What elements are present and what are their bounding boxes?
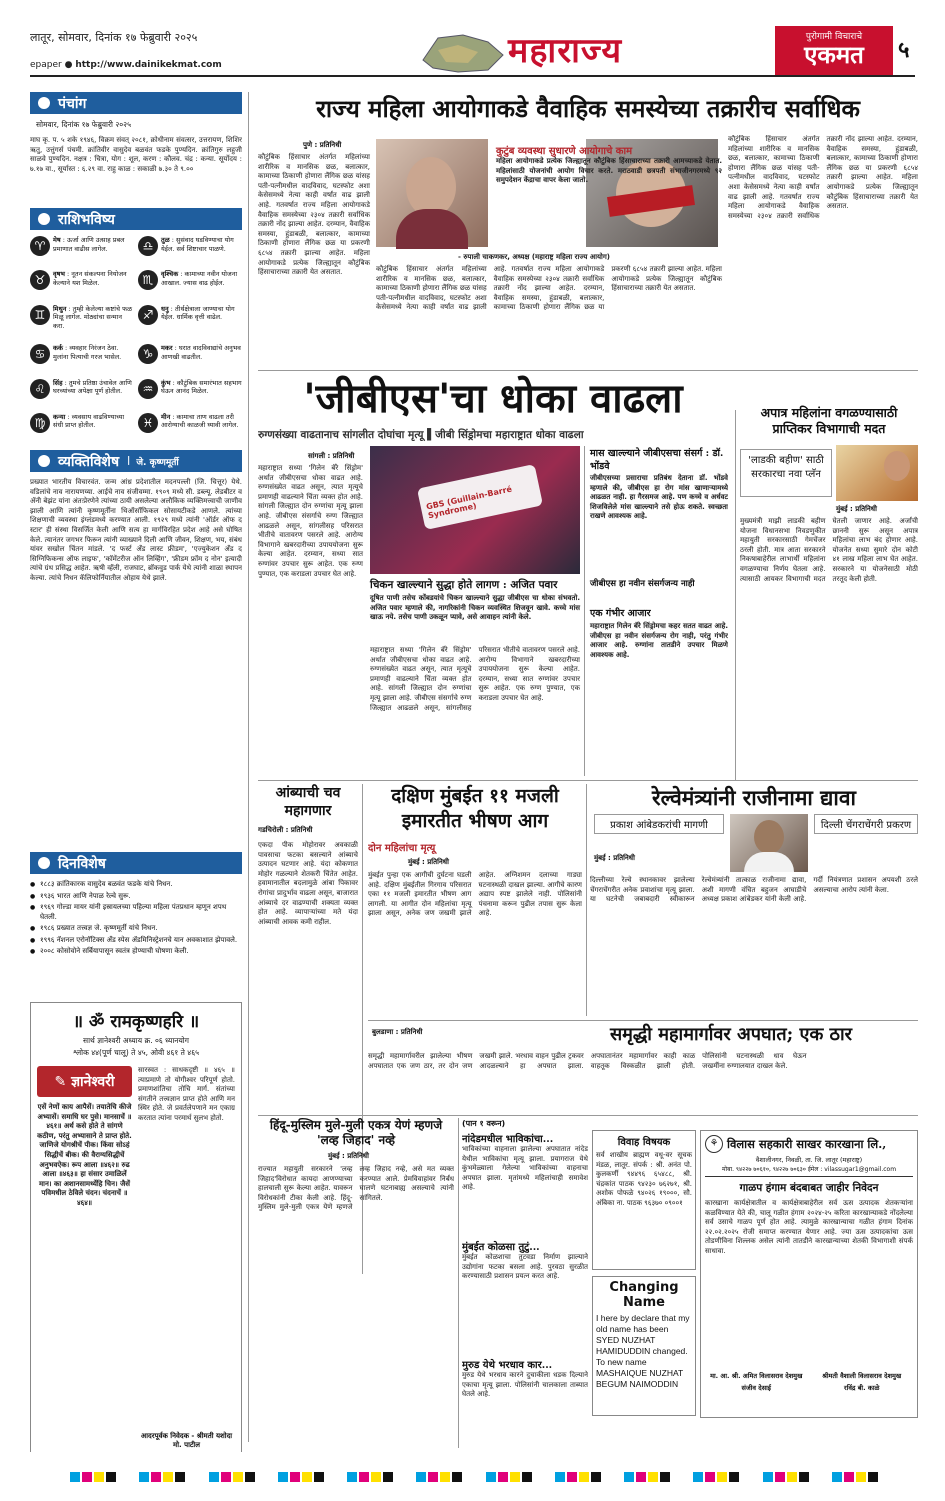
apatra-story bbox=[740, 405, 918, 777]
epaper-label: epaper bbox=[30, 60, 62, 70]
dnyaneshwari-logo bbox=[37, 1066, 132, 1097]
apatra-byline: मुंबई : प्रतिनिधी bbox=[836, 505, 877, 513]
samruddhi-byline: बुलडाणा : प्रतिनिधी bbox=[372, 1028, 423, 1036]
top-story-quote: महिला आयोगाकडे प्रत्येक जिल्ह्यातून कौटुंबिक हिंसाचाराच्या तक्रारी आमच्याकडे येतात. महिलांसाठी योजनांची आयोग विचार करते. मराठवाडी छत्रपती संभाजीनगरमध्ये ९२ समुपदेशन केंद्राचा वापर केला जातो. bbox=[496, 157, 722, 185]
globe-icon: ● bbox=[64, 60, 73, 70]
sugar-sign-2: श्रीमती वैशाली विलासराव देशमुख bbox=[822, 1372, 902, 1380]
panchang-title: पंचांग bbox=[58, 95, 87, 112]
fire-story bbox=[368, 784, 582, 1016]
panchang-heading bbox=[30, 92, 242, 114]
nanded-story bbox=[462, 1118, 588, 1448]
zodiac-icon: ♐ bbox=[138, 305, 158, 325]
zodiac-icon: ♒ bbox=[138, 379, 158, 399]
sugar-logo-icon: ⚘ bbox=[705, 1135, 723, 1153]
rashi-text: धनु : तीर्थक्षेत्राला जाण्याचा योग येईल. धार्मिक वृत्ती वाढेल. bbox=[161, 304, 235, 321]
bullet-icon: ● bbox=[30, 936, 36, 944]
zodiac-icon: ♋ bbox=[30, 344, 50, 364]
zodiac-icon: ♑ bbox=[138, 344, 158, 364]
vyaktivishesh-subject: जे. कृष्णमूर्ती bbox=[136, 457, 179, 468]
rashi-heading bbox=[30, 208, 242, 230]
murud-headline: मुरुड येथे भरधाव कार... bbox=[462, 1360, 553, 1371]
matrimony-title: विवाह विषयक bbox=[617, 1137, 671, 1148]
gbs-image-label: GBS (Guillain-Barré Syndrome) bbox=[425, 484, 513, 521]
color-strip bbox=[70, 1472, 880, 1482]
fire-byline: मुंबई : प्रतिनिधी bbox=[408, 858, 449, 866]
ladki-bahin-photo bbox=[836, 445, 918, 501]
zodiac-icon: ♏ bbox=[138, 270, 158, 290]
dinvishesh-item: ● १९६९ गोल्डा मायर यांनी इस्रायलच्या पहिल्या महिला पंतप्रधान म्हणून शपथ घेतली. bbox=[30, 903, 227, 921]
rashi-text: वृषभ : नूतन संकल्पना नियोजन केल्याने यश मिळेल. bbox=[53, 270, 127, 287]
rashi-text: मिथुन : तुम्ही केलेल्या कष्टांचे फळ मिळू लागेल. मोठ्यांचा सन्मान करा. bbox=[53, 304, 133, 330]
rashi-item bbox=[138, 270, 242, 301]
railway-byline: मुंबई : प्रतिनिधी bbox=[594, 854, 635, 862]
top-story-body-bottom: कौटुंबिक हिंसाचार अंतर्गत महिलांच्या शारीरिक व मानसिक छळ, बलात्कार, कामाच्या ठिकाणी होणारा लैंगिक छळ यांसह पती-पत्नीमधील वादविवाद, घटस्फोट अशा केसेसमध्ये नेत्या काही वर्षांत वाढ झाली आहे. गतवर्षात राज्य महिला आयोगाकडे वैवाहिक समस्येच्या २३०४ तक्रारी सर्वाधिक तक्रारी नोंद झाल्या आहेत. दरम्यान, वैवाहिक समस्या, हुंडाबळी, बलात्कार, कामाच्या ठिकाणी होणारा लैंगिक छळ या प्रकरणी ६८५४ तक्रारी झाल्या आहेत. महिला आयोगाकडे प्रत्येक जिल्ह्यातून कौटुंबिक हिंसाचाराच्या तक्रारी येत असतात. bbox=[376, 265, 722, 312]
rashi-item bbox=[30, 270, 134, 301]
sugar-contact: मोबा. ९४२२७ ७०६१०, ९४२२७ ७०६३० ईमेल : vilassugar1@gmail.com bbox=[721, 1166, 897, 1173]
registration-mark bbox=[70, 1472, 118, 1482]
rashi-item bbox=[138, 236, 242, 267]
mango-byline: गडचिरोली : प्रतिनिधी bbox=[258, 826, 313, 834]
samruddhi-body: समृद्धी महामार्गावरील झालेल्या भीषण अपघातात एक जण ठार, तर दोन जण जखमी झाले. भरधाव वाहन पुढील ट्रकवर आदळल्याने हा अपघात झाला. अपघातानंतर महामार्गावर काही काळ वाहतूक विस्कळीत झाली होती. पोलिसांनी घटनास्थळी धाव घेऊन जखमींना रुग्णालयात दाखल केले. bbox=[368, 1052, 807, 1070]
feather-icon: ✎ bbox=[54, 1074, 67, 1090]
railway-body: दिल्लीच्या रेल्वे स्थानकावर झालेल्या चेंगराचेंगरीत अनेक प्रवाशांचा मृत्यू झाला. या घटनेची जबाबदारी स्वीकारून रेल्वेमंत्र्यांनी तात्काळ राजीनामा द्यावा, अशी मागणी वंचित बहुजन आघाडीचे अध्यक्ष प्रकाश आंबेडकर यांनी केली आहे. गर्दी नियंत्रणात प्रशासन अपयशी ठरले असल्याचा आरोप त्यांनी केला. bbox=[590, 876, 918, 904]
ramkrishna-subtitle: सार्थ ज्ञानेश्वरी अध्याय क्र. ०६ ध्यानयोग bbox=[83, 1036, 189, 1045]
vyaktivishesh-title: व्यक्तिविशेष bbox=[58, 453, 120, 470]
railway-tag: प्रकाश आंबेडकरांची मागणी bbox=[594, 814, 724, 834]
lovejihad-byline: मुंबई : प्रतिनिधी bbox=[328, 1152, 369, 1160]
fire-headline: दक्षिण मुंबईत ११ मजली इमारतीत भीषण आग bbox=[391, 785, 559, 832]
gbs-body-left: महाराष्ट्रात सध्या 'गिलेन बॅरे सिंड्रोम' अर्थात जीबीएसचा धोका वाढत आहे. रुग्णसंख्येत वाढत असून, त्यात मृत्यूचे प्रमाणही वाढल्याने चिंता व्यक्त होत आहे. सांगली जिल्ह्यात दोन रुग्णांचा मृत्यू झाला आहे. जीबीएस संसर्गाचे रुग्ण जिल्ह्यात आढळले असून, सांगलीसह परिसरात भीतीचे वातावरण पसरले आहे. आरोग्य विभागाने खबरदारीच्या उपाययोजना सुरू केल्या आहेत. दरम्यान, सध्या सात रुग्णांवर उपचार सुरू आहेत. एक रुग्ण पुण्यात, एक कराडला उपचार घेत आहे. bbox=[258, 464, 363, 578]
zodiac-icon: ♈ bbox=[30, 236, 50, 256]
dinvishesh-list bbox=[30, 880, 242, 992]
registration-mark bbox=[832, 1472, 880, 1482]
rashi-item bbox=[30, 305, 134, 342]
zodiac-icon: ♍ bbox=[30, 413, 50, 433]
rashi-text: मकर : घरात वादविवाद्यांचे अनुभव आणखी वाढतील. bbox=[161, 344, 241, 361]
samruddhi-story bbox=[368, 1022, 918, 1112]
zodiac-icon: ♉ bbox=[30, 270, 50, 290]
nanded-body: भाविकांच्या वाहनाला झालेल्या अपघातात नांदेड येथील भाविकांचा मृत्यू झाला. प्रयागराज येथे कुंभमेळ्याला गेलेल्या भाविकांच्या वाहनाचा अपघात झाला. मृतांमध्ये महिलांचाही समावेश आहे. bbox=[462, 1145, 588, 1192]
rashi-text: सिंह : तुमचे प्रतिष्ठा उंचावेल आणि घरच्यांच्या अपेक्षा पूर्ण होतील. bbox=[53, 378, 132, 395]
apatra-headline: अपात्र महिलांना वगळण्यासाठी प्राप्तिकर विभागाची मदत bbox=[760, 405, 898, 436]
rashi-text: वृश्चिक : कामाच्या नवीन योजना आखाल. ज्यास वाढ होईल. bbox=[161, 270, 238, 287]
gbs-side-headline: मास खाल्ल्याने जीबीएसचा संसर्ग : डॉ. भोंडवे bbox=[590, 448, 724, 472]
changing-name-title: Changing Name bbox=[609, 1280, 679, 1310]
panchang-date: सोमवार, दिनांक १७ फेब्रुवारी २०२५ bbox=[36, 120, 131, 129]
ramkrishna-verse-ref: श्लोक ४४(पूर्ण चालू) ते ४५, ओवी ४६१ ते ४६५ bbox=[73, 1048, 199, 1057]
panchang-body: माघ कृ. प. ५ शके १९४६, विक्रम संवत्‌ २०८१, क्रोधीनाम संवत्सर, उत्तरायण, शिशिर ऋतु, उत्तुंगर्स पंचमी. क्रांतिवीर वासुदेव बळवंत फडके पुण्यदिन. क्रांतिगुरु लहुजी साळवे पुण्यदिन. नक्षत्र : चित्रा, योग : शूल, करण : कौलव. चंद्र : कन्या. सूर्योदय : ७.१७ वा., सूर्यास्त : ६.२९ वा. राहु काळ : सकाळी ७.३० ते ९.०० bbox=[30, 136, 242, 173]
gbs-byline: सांगली : प्रतिनिधी bbox=[308, 452, 355, 460]
rashi-text: कन्या : व्यवसाय वाढविण्याच्या संधी प्राप्त होतील. bbox=[53, 412, 125, 430]
gbs-side-body: जीबीएसच्या प्रसाराचा प्रतिबंध देताना डॉ. भोंडवे म्हणाले की, जीबीएस हा रोग मांस खाणाऱ्यामध्ये आढळत नाही. हा गैरसमज आहे. पण कच्चे व अर्धवट शिजविलेले मांस खाल्ल्याने तसे होऊ शकते. स्वच्छता राखणे आवश्यक आहे. bbox=[590, 474, 728, 521]
top-story-quote-author: - रुपाली चाकणकर, अध्यक्ष (महाराष्ट्र महिला राज्य आयोग) bbox=[458, 253, 611, 261]
rashi-item bbox=[30, 344, 134, 375]
rashi-grid bbox=[30, 236, 242, 444]
gbs-subhead: रुग्णसंख्या वाढतानाच सांगलीत दोघांचा मृत्यू ▌जीबी सिंड्रोमचा महाराष्ट्रात धोका वाढला bbox=[258, 429, 584, 441]
website-link[interactable]: http://www.dainikekmat.com bbox=[75, 60, 222, 70]
dinvishesh-heading bbox=[30, 852, 242, 874]
date-line: लातूर, सोमवार, दिनांक १७ फेब्रुवारी २०२५ bbox=[30, 31, 198, 44]
top-story bbox=[258, 135, 918, 365]
samruddhi-headline: समृद्धी महामार्गावर अपघात; एक ठार bbox=[609, 1024, 853, 1045]
vyaktivishesh-body: प्रख्यात भारतीय विचारवंत. जन्म आंध्र प्रदेशातील मदनपल्ली (जि. चित्तूर) येथे. वडिलांचे नाव नारायणय्या. आईचे नाव संजीवम्मा. १९०९ मध्ये सी. डब्ल्यू. लेडबीटर व ॲनी बेझंट यांना अंतःप्रेरणेने त्यांच्या ठायी असलेल्या अलौकिक व्यक्तिमत्त्वाची जाणीव झाली आणि त्यांनी कृष्णमूर्तींना थिऑसॉफिकल सोसायटीकडे आणले. त्यांच्या शिक्षणाची व्यवस्था इंग्लंडमध्ये करण्यात आली. १९२९ मध्ये त्यांनी 'ऑर्डर ऑफ द स्टार' ही संस्था विसर्जित केली आणि सत्य हा मार्गविरहित प्रदेश आहे असे घोषित केले. त्यानंतर जगभर फिरून त्यांनी व्याख्याने दिली आणि जीवन, शिक्षण, भय, संबंध यांवर सखोल चिंतन मांडले. 'द फर्स्ट अँड लास्ट फ्रीडम', 'एज्युकेशन अँड द सिग्निफिकन्स ऑफ लाइफ', 'कॉमेंटरीज ऑन लिव्हिंग', 'फ्रीडम फ्रॉम द नोन' इत्यादी त्यांचे ग्रंथ प्रसिद्ध आहेत. ऋषी व्हॅली, राजघाट, ब्रॉकवुड पार्क येथे त्यांनी शाळा स्थापन केल्या. त्यांचे निधन कॅलिफोर्नियातील ओहाय येथे झाले. bbox=[30, 478, 242, 582]
brand-logo bbox=[775, 26, 893, 76]
mango-headline: आंब्याची चव महागणार bbox=[275, 785, 341, 819]
top-story-headline: राज्य महिला आयोगाकडे वैवाहिक समस्येच्या तक्रारीच सर्वाधिक bbox=[316, 94, 860, 123]
top-story-byline: पुणे : प्रतिनिधी bbox=[303, 141, 342, 149]
zodiac-icon: ♌ bbox=[30, 379, 50, 399]
page-number: ५ bbox=[898, 37, 910, 63]
bullet-icon: ● bbox=[30, 948, 36, 955]
apatra-body: मुख्यमंत्री माझी लाडकी बहीण योजना विधानसभा निवडणुकीत महायुती सरकारसाठी गेमचेंजर ठरली होती. मात्र आता सरकारने निकषाबाहेरील लाभार्थी महिलांना वगळण्याचा निर्णय घेतला आहे. त्यासाठी आयकर विभागाची मदत घेतली जाणार आहे. अर्जांची छाननी सुरू असून अपात्र महिलांचा लाभ बंद होणार आहे. योजनेत सध्या सुमारे दोन कोटी ४१ लाख महिला लाभ घेत आहेत. सरकारने या योजनेसाठी मोठी तरतूद केली होती. bbox=[740, 517, 918, 583]
sugar-sign-4: रविंद्र बी. काळे bbox=[844, 1384, 880, 1392]
murud-body: मुरुड येथे भरधाव कारने दुचाकीला धडक दिल्याने एकाचा मृत्यू झाला. पोलिसांनी चालकाला ताब्यात घेतले आहे. bbox=[462, 1371, 588, 1399]
matrimony-body: सर्व शाखीय ब्राह्मण वधू-वर सूचक मंडळ, लातूर. संपर्क : श्री. अनंत पो. कुलकर्णी ९४४९६ ६५४८८, श्री. चंद्रकांत पाठक ९४२३० ७६२७१, श्री. अशोक पोफळे ९४०२६ १९०००, सौ. अंबिका ना. पाठक ९६३७० ०९००१ bbox=[596, 1151, 692, 1207]
ajit-pawar-caption: चिकन खाल्ल्याने सुद्धा होते लागण : अजित पवार bbox=[370, 579, 558, 591]
rashi-item bbox=[138, 379, 242, 410]
registration-mark bbox=[347, 1472, 395, 1482]
mumbai-coal-headline: मुंबईत कोळसा तुटुं... bbox=[462, 1242, 540, 1253]
ramkrishna-title: ॥ ॐ रामकृष्णहरि ॥ bbox=[72, 1012, 200, 1032]
sugar-notice bbox=[700, 1130, 918, 1418]
bullet-icon: ● bbox=[30, 881, 36, 888]
rashi-text: मेष : ऊर्जा आणि उत्साह प्रबल प्रमाणात वाढीस लागेल. bbox=[53, 236, 125, 253]
registration-mark bbox=[555, 1472, 603, 1482]
matrimony-box bbox=[592, 1130, 696, 1270]
maharashtra-map-icon bbox=[418, 30, 508, 75]
fire-body: मुंबईत पुन्हा एक आगीची दुर्घटना घडली आहे. दक्षिण मुंबईतील गिरगाव परिसरात एका ११ मजली इमारतीत भीषण आग लागली. या आगीत दोन महिलांचा मृत्यू झाला असून, अनेक जण जखमी झाले आहेत. अग्निशमन दलाच्या गाड्या घटनास्थळी दाखल झाल्या. आगीचे कारण अद्याप स्पष्ट झालेले नाही. पोलिसांनी पंचनामा करून पुढील तपास सुरू केला आहे. bbox=[368, 871, 582, 918]
registration-mark bbox=[763, 1472, 811, 1482]
railway-story bbox=[590, 784, 918, 1016]
ajit-pawar-body: दूषित पाणी तसेच कोंबडयांचे चिकन खाल्ल्याने सुद्धा जीबीएस चा धोका संभवतो. अजित पवार म्हणाले की, नागरिकांनी चिकन व्यवस्थित शिजवून खावे. कच्चे मांस खाऊ नये. तसेच पाणी उकळून प्यावे, असे आवाहन त्यांनी केले. bbox=[370, 594, 580, 622]
lovejihad-body: राज्यात महायुती सरकारने 'लव्ह जिहाद'विरोधात कायदा आणण्याच्या हालचाली सुरू केल्या आहेत. यावरून विरोधकांनी टीका केली आहे. हिंदू-मुस्लिम मुले-मुली एकत्र येणे म्हणजे लव्ह जिहाद नव्हे, असे मत व्यक्त करण्यात आले. प्रेमविवाहांवर निर्बंध घालणे घटनाबाह्य असल्याचे त्यांनी सांगितले. bbox=[258, 1165, 454, 1212]
sidebar bbox=[30, 92, 242, 1452]
rashi-item bbox=[138, 305, 242, 342]
ramkrishna-right-text: सारस्वत : साधकदृष्टी ॥ ४६५ ॥ त्याप्रमाणे तो योगीश्वर परिपूर्ण होतो. प्रमाणशांतिचा तोचि मार्ग. संतांच्या संगतीने तत्त्वज्ञान प्राप्त होते आणि मन स्थिर होते. जे प्रवर्तलेपणाने मन एकाग्र करतात त्यांना परमार्थ सुलभ होतो. bbox=[138, 1066, 235, 1122]
rashi-item bbox=[138, 344, 242, 375]
dinvishesh-item: ● १८८३ क्रांतिकारक वासुदेव बळवंत फडके यांचे निधन. bbox=[30, 880, 173, 888]
ramkrishna-reader: आदरपूर्वक निवेदक - श्रीमती यशोदा मो. पाटील bbox=[140, 1432, 233, 1449]
gbs-side-headline2: जीबीएस हा नवीन संसर्गजन्य नाही bbox=[590, 579, 695, 589]
changing-name-box bbox=[592, 1276, 696, 1416]
print-registration-bar bbox=[0, 1462, 945, 1492]
zodiac-icon: ♓ bbox=[138, 413, 158, 433]
delhi-stampede-tag: दिल्ली चेंगराचेंगरी प्रकरण bbox=[814, 814, 918, 834]
gbs-body-middle: महाराष्ट्रात सध्या 'गिलेन बॅरे सिंड्रोम' अर्थात जीबीएसचा धोका वाढत आहे. रुग्णसंख्येत वाढत असून, त्यात मृत्यूचे प्रमाणही वाढल्याने चिंता व्यक्त होत आहे. सांगली जिल्ह्यात दोन रुग्णांचा मृत्यू झाला आहे. जीबीएस संसर्गाचे रुग्ण जिल्ह्यात आढळले असून, सांगलीसह परिसरात भीतीचे वातावरण पसरले आहे. आरोग्य विभागाने खबरदारीच्या उपाययोजना सुरू केल्या आहेत. दरम्यान, सध्या सात रुग्णांवर उपचार सुरू आहेत. एक रुग्ण पुण्यात, एक कराडला उपचार घेत आहे. bbox=[370, 646, 580, 712]
rashi-text: मीन : कामाचा ताण वाढला तरी आरोग्याची काळजी घ्यावी लागेल. bbox=[161, 412, 239, 430]
bullet-icon: ● bbox=[30, 925, 36, 932]
lovejihad-headline: हिंदू-मुस्लिम मुले-मुली एकत्र येणं म्हणजे 'लव्ह जिहाद' नव्हे bbox=[269, 1118, 443, 1147]
changing-name-body: I here by declare that my old name has been SYED NUZHAT HAMIDUDDIN changed. To new name MASHAIQUE NUZHAT BEGUM NAIMODDIN bbox=[596, 1313, 690, 1389]
gbs-story bbox=[258, 446, 728, 776]
registration-mark bbox=[209, 1472, 257, 1482]
brand-name: एकमत bbox=[804, 40, 864, 69]
fire-subheadline: दोन महिलांचा मृत्यू bbox=[368, 843, 436, 854]
railway-headline: रेल्वेमंत्र्यांनी राजीनामा द्यावा bbox=[652, 785, 856, 810]
bullet-icon bbox=[38, 213, 50, 225]
registration-mark bbox=[486, 1472, 534, 1482]
dinvishesh-item: ● १९८६ प्रख्यात तत्त्वज्ञ जे. कृष्णमूर्ती यांचे निधन. bbox=[30, 924, 158, 932]
registration-mark bbox=[693, 1472, 741, 1482]
gbs-headline: 'जीबीएस'चा धोका वाढला bbox=[303, 375, 683, 422]
sugar-notice-title: गाळप हंगाम बंदबाबत जाहीर निवेदन bbox=[739, 1182, 879, 1194]
rashi-text: कर्क : व्यवहार निरंजन ठेवा. मुलांना पित्याची गरज भासेल. bbox=[53, 344, 122, 361]
registration-mark bbox=[416, 1472, 464, 1482]
dinvishesh-item: ● १९३६ भारत आणि नेपाळ रेल्वे सुरू. bbox=[30, 891, 131, 900]
lovejihad-story bbox=[258, 1118, 454, 1448]
dinvishesh-item: ● २००८ कोसोवोने सर्बियापासून स्वतंत्र होण्याची घोषणा केली. bbox=[30, 947, 189, 955]
bullet-icon: ● bbox=[30, 892, 36, 900]
registration-mark bbox=[278, 1472, 326, 1482]
dinvishesh-title: दिनविशेष bbox=[58, 855, 106, 872]
sugar-sign-1: मा. आ. श्री. अमित विलासराव देशमुख bbox=[710, 1372, 803, 1380]
apatra-tag: 'लाडकी बहीण' साठी सरकारचा नवा प्लॅन bbox=[740, 449, 832, 497]
gbs-test-tube-image bbox=[370, 446, 580, 574]
bullet-icon bbox=[38, 97, 50, 109]
chakankar-photo bbox=[376, 139, 488, 247]
rashi-title: राशिभविष्य bbox=[58, 211, 115, 228]
rashi-text: तुळ : सुसंवाद घडविण्याचा योग येईल. सर्व शिष्टाचार पाळणे. bbox=[161, 236, 234, 253]
rashi-text: कुंभ : कौटुंबिक समारंभात सहभाग घेऊन आनंद मिळेल. bbox=[161, 378, 242, 395]
registration-mark bbox=[624, 1472, 672, 1482]
epaper-line bbox=[30, 60, 222, 70]
registration-mark bbox=[139, 1472, 187, 1482]
ramkrishna-left-text: एसें नेणों काय आपैसें। तयातेचि कीजे अभ्यासें। समाधि घर पुसे। मानसाचें ॥४६१॥ अर्थ कसे होते ते सांगणे कठीण, परंतु अभ्यासाने ते प्राप्त होते. जाणिजे योगश्रीचें पीक। किंवा सोऽहं सिद्धीचें बीक। की वैराग्यसिद्धीचें अनुभवऐक। रूप आला ॥४६२॥ रुढ आला ॥४६३॥ हा संसार उमाळिलें मान। का अशानसामर्थ्येहि चिन। जैसें पविमधील ठेविले चंदन। चंदनाचें ॥४६४॥ bbox=[37, 1103, 132, 1207]
dnyaneshwari-logo-text: ज्ञानेश्वरी bbox=[71, 1074, 115, 1090]
gbs-side-headline3: एक गंभीर आजार bbox=[590, 608, 651, 619]
mumbai-coal-body: मुंबईत कोळशाचा तुटवडा निर्माण झाल्याने उद्योगांना फटका बसला आहे. पुरवठा सुरळीत करण्यासाठी प्रशासन प्रयत्न करत आहे. bbox=[462, 1253, 588, 1281]
sugar-address: वैशालीनगर, निवळी, ता. जि. लातूर (महाराष्ट्र) bbox=[755, 1156, 863, 1164]
sugar-notice-body: कारखाना कार्यक्षेत्रातील व कार्यक्षेत्राबाहेरील सर्व ऊस उत्पादक शेतकऱ्यांना कळविण्यात येते की, चालू गळीत हंगाम २०२४-२५ करिता कारखान्याकडे नोंदलेल्या सर्व उसाचे गाळप पूर्ण होत आहे. त्यामुळे कारखान्याचा गळीत हंगाम दिनांक २२.०२.२०२५ रोजी समाप्त करण्यात येणार आहे. ज्या ऊस उत्पादकांचा ऊस तोडणीविना शिल्लक असेल त्यांनी तातडीने कारखान्याच्या शेतकी विभागाशी संपर्क साधावा. bbox=[705, 1199, 913, 1255]
rashi-item bbox=[30, 236, 134, 267]
rashi-item bbox=[138, 413, 242, 444]
sugar-org-name: विलास सहकारी साखर कारखाना लि., bbox=[727, 1136, 887, 1151]
mango-body: एकदा पीक मोहोरावर अवकाळी पावसाचा फटका बसल्याने आंब्याचे उत्पादन घटणार आहे. यंदा कोकणात मोहोर गळल्याने शेतकरी चिंतेत आहेत. हवामानातील बदलामुळे आंबा पिकावर रोगांचा प्रादुर्भाव वाढला असून, बाजारात आंब्याचे दर वाढण्याची शक्यता व्यक्त होत आहे. व्यापाऱ्यांच्या मते यंदा आंब्याची आवक कमी राहील. bbox=[258, 841, 358, 926]
brand-tagline: पुरोगामी विचाराचे bbox=[805, 32, 863, 42]
rashi-item bbox=[30, 379, 134, 410]
ambedkar-photo bbox=[730, 814, 808, 872]
dinvishesh-item: ● १९९६ नॅशनल एरोनॉटिक्स अँड स्पेस ॲडमिनिस्ट्रेशनचे यान अवकाशात झेपावले. bbox=[30, 935, 238, 944]
bullet-icon: ● bbox=[30, 904, 36, 911]
zodiac-icon: ♊ bbox=[30, 305, 50, 325]
top-story-subheadline: कुटुंब व्यवस्था सुधारणे आयोगाचे काम bbox=[496, 146, 633, 157]
vyaktivishesh-heading: व्यक्तिविशेष | जे. कृष्णमूर्ती bbox=[30, 450, 242, 472]
rashi-item bbox=[30, 413, 134, 444]
sugar-sign-3: संजीव देसाई bbox=[741, 1384, 771, 1392]
nanded-page-ref: (पान १ वरून) bbox=[462, 1119, 506, 1128]
masthead bbox=[0, 0, 945, 80]
nanded-headline: नांदेडमधील भाविकांचा... bbox=[462, 1134, 554, 1145]
section-title: महाराज्य bbox=[508, 31, 623, 71]
zodiac-icon: ♎ bbox=[138, 236, 158, 256]
bullet-icon bbox=[38, 857, 50, 869]
ramkrishna-box bbox=[30, 1002, 242, 1452]
top-story-body-right: कौटुंबिक हिंसाचार अंतर्गत महिलांच्या शारीरिक व मानसिक छळ, बलात्कार, कामाच्या ठिकाणी होणारा लैंगिक छळ यांसह पती-पत्नीमधील वादविवाद, घटस्फोट अशा केसेसमध्ये नेत्या काही वर्षांत वाढ झाली आहे. गतवर्षात राज्य महिला आयोगाकडे वैवाहिक समस्येच्या २३०४ तक्रारी सर्वाधिक तक्रारी नोंद झाल्या आहेत. दरम्यान, वैवाहिक समस्या, हुंडाबळी, बलात्कार, कामाच्या ठिकाणी होणारा लैंगिक छळ या प्रकरणी ६८५४ तक्रारी झाल्या आहेत. महिला आयोगाकडे प्रत्येक जिल्ह्यातून कौटुंबिक हिंसाचाराच्या तक्रारी येत असतात. bbox=[728, 135, 918, 220]
top-story-body-left: कौटुंबिक हिंसाचार अंतर्गत महिलांच्या शारीरिक व मानसिक छळ, बलात्कार, कामाच्या ठिकाणी होणारा लैंगिक छळ यांसह पती-पत्नीमधील वादविवाद, घटस्फोट अशा केसेसमध्ये नेत्या काही वर्षांत वाढ झाली आहे. गतवर्षात राज्य महिला आयोगाकडे वैवाहिक समस्येच्या २३०४ तक्रारी सर्वाधिक तक्रारी नोंद झाल्या आहेत. दरम्यान, वैवाहिक समस्या, हुंडाबळी, बलात्कार, कामाच्या ठिकाणी होणारा लैंगिक छळ या प्रकरणी ६८५४ तक्रारी झाल्या आहेत. महिला आयोगाकडे प्रत्येक जिल्ह्यातून कौटुंबिक हिंसाचाराच्या तक्रारी येत असतात. bbox=[258, 153, 370, 277]
bullet-icon bbox=[38, 455, 50, 467]
gbs-side-body2: महाराष्ट्रात गिलेन बॅरे सिंड्रोमचा कहर सतत वाढत आहे. जीबीएस हा नवीन संसर्गजन्य रोग नाही, परंतु गंभीर आजार आहे. रुग्णांना तातडीने उपचार मिळणे आवश्यक आहे. bbox=[590, 622, 728, 659]
